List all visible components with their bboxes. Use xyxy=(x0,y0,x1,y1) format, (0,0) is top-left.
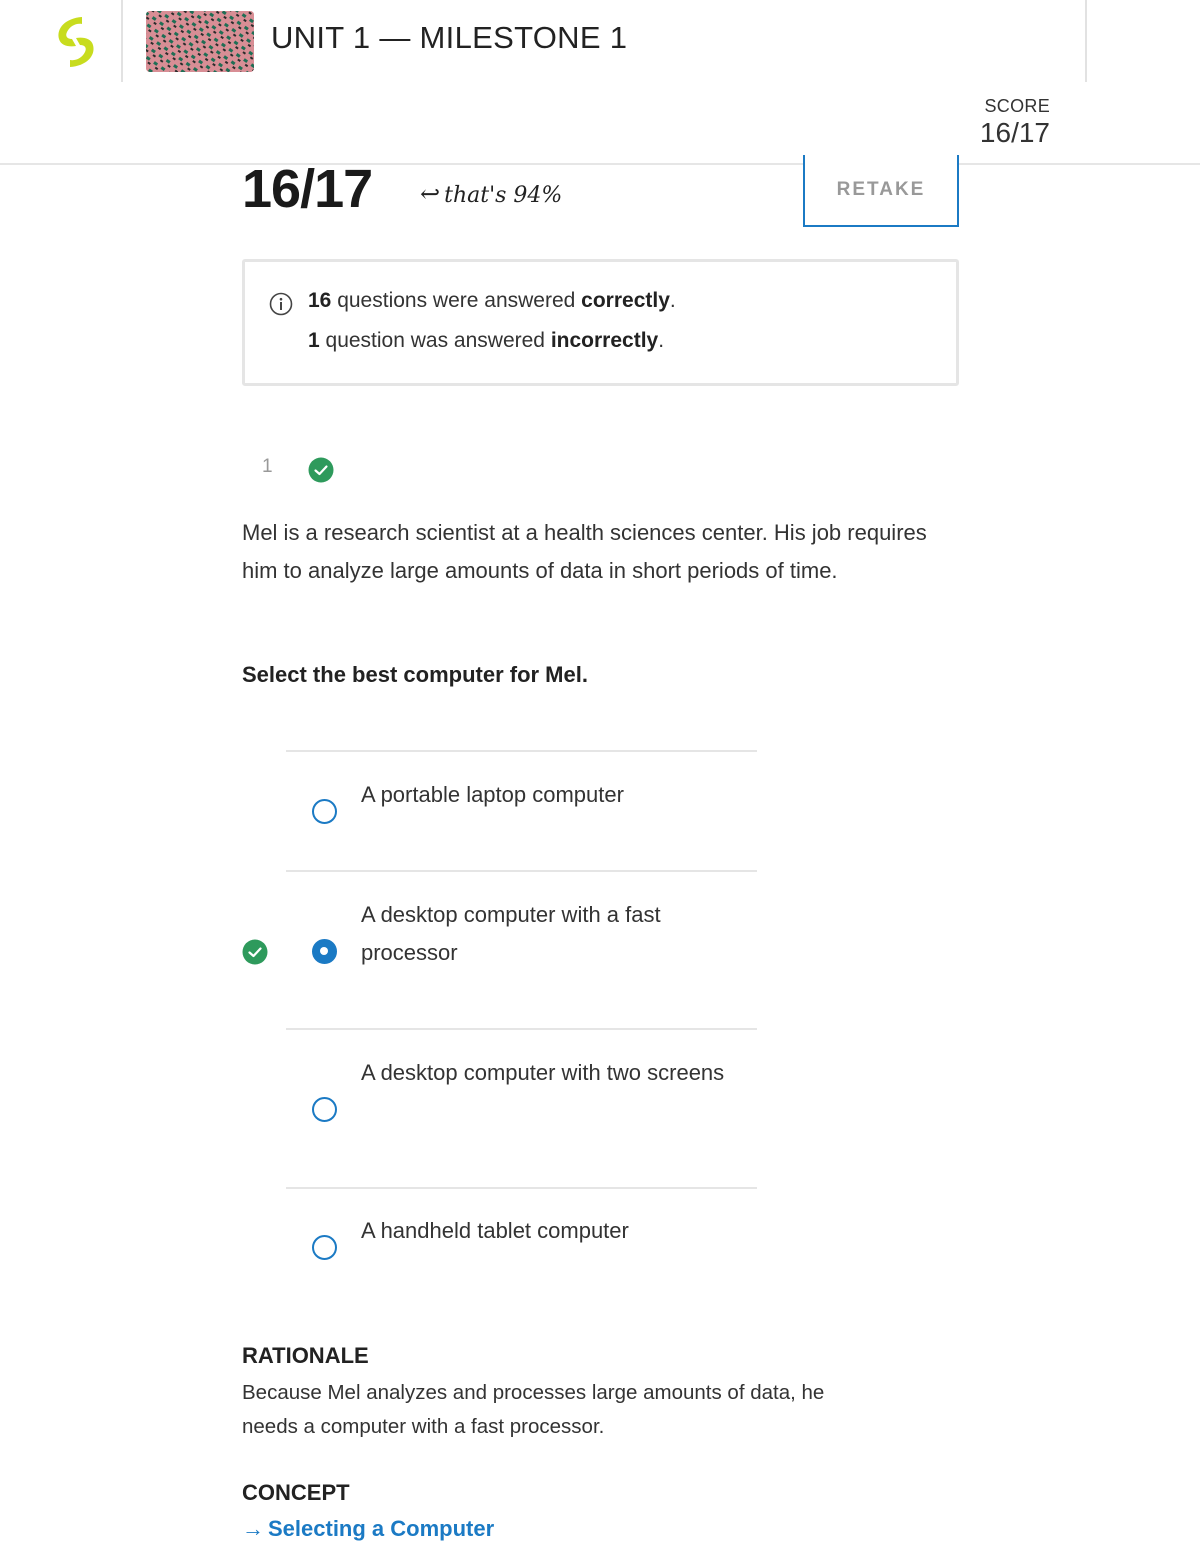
check-circle-icon xyxy=(308,457,334,483)
question-text: Mel is a research scientist at a health sciences center. His job requires him to analyze large amounts of data in short periods of time. xyxy=(242,520,927,583)
retake-button[interactable]: RETAKE xyxy=(803,155,959,227)
option-divider xyxy=(286,1187,757,1189)
sophia-logo-icon[interactable] xyxy=(52,14,100,70)
option-divider xyxy=(286,750,757,752)
score-label: SCORE xyxy=(984,96,1050,116)
concept-heading: CONCEPT xyxy=(242,1480,350,1505)
header-divider xyxy=(121,0,123,82)
question-number: 1 xyxy=(262,456,273,477)
concept-link[interactable]: → Selecting a Computer xyxy=(242,1516,495,1541)
option-label-4[interactable]: A handheld tablet computer xyxy=(361,1218,629,1243)
correct-summary: 16 questions were answered correctly. xyxy=(308,289,676,312)
option-label-1[interactable]: A portable laptop computer xyxy=(361,782,624,807)
option-label-2[interactable]: A desktop computer with a fast processor xyxy=(361,902,661,965)
check-circle-icon xyxy=(242,939,268,965)
score-value: 16/17 xyxy=(979,117,1050,148)
option-divider xyxy=(286,870,757,872)
unit-title: UNIT 1 — MILESTONE 1 xyxy=(271,20,628,55)
header-divider xyxy=(1085,0,1087,82)
big-score: 16/17 xyxy=(242,159,373,219)
info-icon xyxy=(269,292,293,316)
top-header xyxy=(0,0,1200,165)
incorrect-summary: 1 question was answered incorrectly. xyxy=(308,329,665,352)
arrow-left-icon: ↩ xyxy=(420,180,441,208)
option-radio-1[interactable] xyxy=(312,799,337,824)
option-radio-3[interactable] xyxy=(312,1097,337,1122)
percentage-note: ↩ that's 94% xyxy=(420,180,563,208)
rationale-text: Because Mel analyzes and processes large amounts of data, he needs a computer with a fast processor. xyxy=(242,1381,825,1438)
unit-thumbnail xyxy=(146,11,254,72)
rationale-heading: RATIONALE xyxy=(242,1343,369,1368)
arrow-right-icon: → xyxy=(242,1516,264,1541)
option-label-3[interactable]: A desktop computer with two screens xyxy=(361,1060,725,1085)
option-divider xyxy=(286,1028,757,1030)
option-radio-2[interactable] xyxy=(312,939,337,964)
question-prompt: Select the best computer for Mel. xyxy=(242,662,588,687)
option-radio-4[interactable] xyxy=(312,1235,337,1260)
results-summary-box xyxy=(242,259,959,386)
